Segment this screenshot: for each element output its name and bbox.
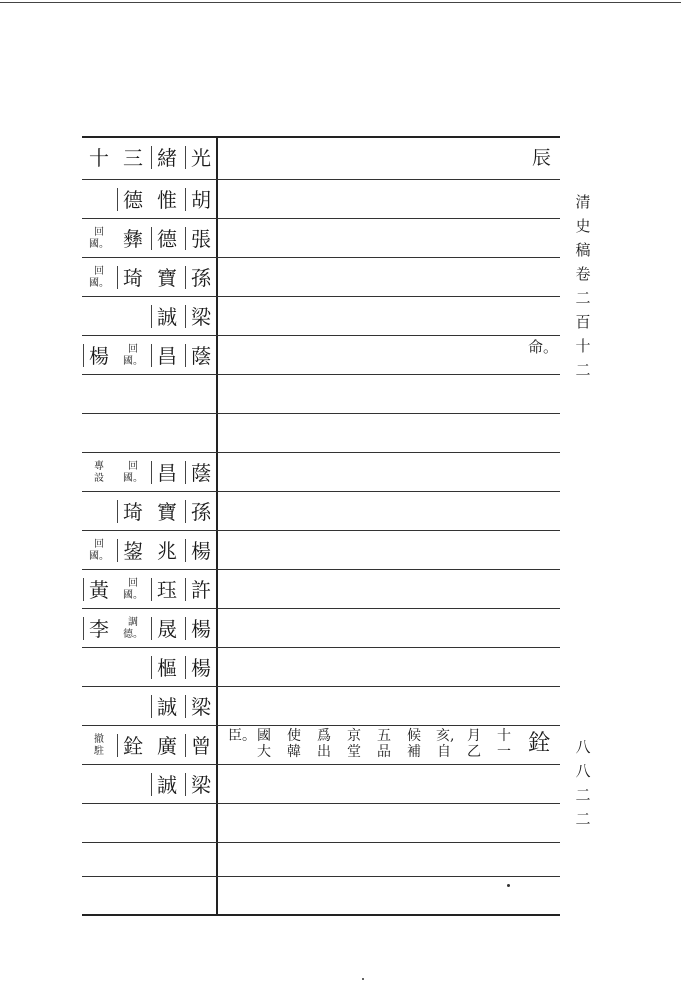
table-row xyxy=(82,765,218,804)
name-char: 兆 xyxy=(157,538,177,563)
table-row xyxy=(82,531,218,570)
name-char: 蔭 xyxy=(184,453,218,492)
record-column: 五 品 xyxy=(377,728,391,760)
table-row xyxy=(82,570,218,609)
table-bottom-border xyxy=(82,914,560,916)
header-char: 光 xyxy=(184,138,218,177)
name-char: 昌 xyxy=(150,453,184,492)
name-char: 楊 xyxy=(82,336,116,375)
name-char: 琦 xyxy=(116,258,150,297)
row-line xyxy=(82,413,560,414)
header-char: 十 xyxy=(89,145,109,170)
name-char: 誠 xyxy=(150,297,184,336)
name-char: 梁 xyxy=(184,687,218,726)
name-char: 彝 xyxy=(123,226,143,251)
book-title-vertical: 清 史 稿 卷 二 百 十 二 xyxy=(575,193,591,379)
row-note: 專 設 xyxy=(94,460,104,484)
name-char: 孫 xyxy=(184,492,218,531)
name-char: 蔭 xyxy=(184,336,218,375)
table-row xyxy=(82,297,218,336)
row-note: 回 國。 xyxy=(89,226,109,250)
name-char: 楊 xyxy=(184,531,218,570)
name-char: 昌 xyxy=(150,336,184,375)
header-year-char: 辰 xyxy=(532,147,552,169)
row-line xyxy=(82,876,560,877)
record-column: 候 補 xyxy=(407,728,421,760)
name-char: 寶 xyxy=(157,265,177,290)
table-row xyxy=(82,336,218,375)
name-char: 誠 xyxy=(150,765,184,804)
row-note: 撤 駐 xyxy=(94,733,104,757)
name-char: 許 xyxy=(184,570,218,609)
name-char: 德 xyxy=(116,180,150,219)
row-note: 調 德。 xyxy=(123,616,143,640)
name-char: 惟 xyxy=(157,187,177,212)
name-char: 寶 xyxy=(157,499,177,524)
record-column: 國 大 xyxy=(257,728,271,760)
name-char: 孫 xyxy=(184,258,218,297)
name-char: 琦 xyxy=(116,492,150,531)
print-speck xyxy=(507,884,510,887)
table-row xyxy=(82,687,218,726)
name-char: 胡 xyxy=(184,180,218,219)
name-char: 梁 xyxy=(184,297,218,336)
row-line xyxy=(82,842,560,843)
table-row xyxy=(82,453,218,492)
name-char: 樞 xyxy=(150,648,184,687)
row-note: 回 國。 xyxy=(123,577,143,601)
name-char: 廣 xyxy=(157,733,177,758)
table-row xyxy=(82,648,218,687)
table-row xyxy=(82,219,218,258)
record-text: 命。 xyxy=(528,338,559,356)
name-char: 楊 xyxy=(184,648,218,687)
name-char: 珏 xyxy=(150,570,184,609)
header-char: 三 xyxy=(123,145,143,170)
name-char: 德 xyxy=(150,219,184,258)
name-char: 楊 xyxy=(184,609,218,648)
name-char: 晟 xyxy=(150,609,184,648)
header-row xyxy=(82,138,218,177)
row-note: 回 國。 xyxy=(89,538,109,562)
page-number-vertical: 八 八 二 二 xyxy=(575,738,591,828)
record-column: 亥, 自 xyxy=(436,728,455,760)
record-column: 月 乙 xyxy=(467,728,481,760)
table-row xyxy=(82,258,218,297)
table-row xyxy=(82,492,218,531)
row-note: 回 國。 xyxy=(123,460,143,484)
name-char: 李 xyxy=(82,609,116,648)
row-note: 回 國。 xyxy=(89,265,109,289)
header-char: 緒 xyxy=(150,138,184,177)
top-edge-line xyxy=(0,2,681,3)
record-column: 十 一 xyxy=(497,728,511,760)
table-row xyxy=(82,726,218,765)
record-big-char: 銓 xyxy=(528,731,551,756)
name-char: 曾 xyxy=(184,726,218,765)
table-row xyxy=(82,609,218,648)
record-column: 臣。 xyxy=(228,728,256,744)
name-char: 張 xyxy=(184,219,218,258)
name-char: 銓 xyxy=(116,726,150,765)
record-column: 使 韓 xyxy=(287,728,301,760)
record-column: 爲 出 xyxy=(317,728,331,760)
table-row xyxy=(82,180,218,219)
name-char: 誠 xyxy=(150,687,184,726)
row-note: 回 國。 xyxy=(123,343,143,367)
name-char: 黃 xyxy=(82,570,116,609)
name-char: 鋆 xyxy=(116,531,150,570)
record-column: 京 堂 xyxy=(347,728,361,760)
print-speck xyxy=(362,978,364,980)
name-char: 梁 xyxy=(184,765,218,804)
